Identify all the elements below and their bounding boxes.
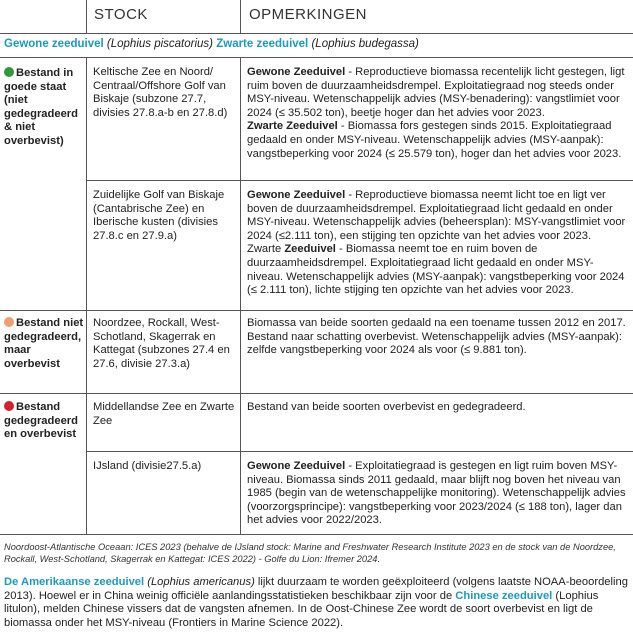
status-degraded: Bestand gedegradeerd en overbevist [4, 401, 78, 441]
divider [240, 0, 241, 33]
species-line [4, 38, 419, 50]
stock-cell-3: Noordzee, Rockall, West-Schotland, Skagerrak en Kattegat (subzones 27.4 en 27.6, divisie 27.3.a) [93, 317, 230, 370]
header-remarks: OPMERKINGEN [249, 6, 368, 23]
divider [86, 0, 87, 33]
divider [0, 57, 633, 58]
species-common-2: Zwarte zeeduivel [216, 38, 309, 50]
stock-cell-1: Keltische Zee en Noord/ Centraal/Offshore Golf van Biskaje (subzone 27.7, divisies 27.8.a-b en 27.8.d) [93, 66, 228, 119]
remarks-cell-1: Gewone Zeeduivel - Reproductieve biomassa recentelijk licht gestegen, ligt ruim boven de duurzaamheidsdrempel. Exploitatiegraad nog steeds onder MSY-niveau. Wetenschappelijk advies (MSY-benadering): vangstlimiet voor 2024 (≤ 35.502 ton), beetje hoger dan het advies voor 2023. Zwarte Zeeduivel - Biomassa fors gestegen sinds 2015. Exploitatiegraad gedaald en onder MSY-niveau. Wetenschappelijk advies (MSY-aanpak): vangstbeperking voor 2024 (≤ 25.579 ton), hoger dan het advies voor 2023. [247, 66, 625, 160]
remarks-cell-4: Bestand van beide soorten overbevist en gedegradeerd. [247, 401, 526, 413]
table-header [0, 0, 633, 34]
stock-cell-2: Zuidelijke Golf van Biskaje (Cantabrische Zee) en Iberische kusten (divisies 27.8.c en 27.9.a) [93, 189, 225, 242]
remarks-cell-2: Gewone Zeeduivel - Reproductieve biomassa neemt licht toe en ligt ver boven de duurzaamheidsdrempel. Exploitatiegraad licht gedaald en onder MSY-niveau. Wetenschappelijk advies (beheersplan): MSY-vangstlimiet voor 2024 (≤2.111 ton), een stijging ten opzichte van het advies voor 2023. Zwarte Zeeduivel - Biomassa neemt toe en ruim boven de duurzaamheidsdrempel. Exploitatiegraad licht gedaald en onder MSY-niveau. Wetenschappelijk advies (MSY-aanpak): vangstbeperking voor 2024 (≤ 2.111 ton), lichte stijging ten opzichte van het advies voor 2023. [247, 189, 626, 297]
divider [86, 451, 633, 452]
stock-cell-4: Middellandse Zee en Zwarte Zee [93, 401, 235, 427]
green-dot-icon [4, 67, 14, 77]
divider [0, 310, 633, 311]
american-species-name: De Amerikaanse zeeduivel [4, 576, 145, 588]
stock-cell-5: IJsland (divisie27.5.a) [93, 460, 202, 472]
remarks-cell-5: Gewone Zeeduivel - Exploitatiegraad is gestegen en ligt ruim boven MSY-niveau. Biomassa sinds 2011 gedaald, maar blijft nog boven het niveau van 1985 (begin van de wetenschappelijke monitoring). Wetenschappelijk advies (voorzorgsprincipe): vangstbeperking voor 2023/2024 (≤ 188 ton), lager dan het advies voor 2022/2023. [247, 460, 626, 527]
red-dot-icon [4, 401, 14, 411]
divider [0, 393, 633, 394]
status-good: Bestand in goede staat (niet gedegradeerd & niet overbevist) [4, 67, 78, 147]
chinese-species-name: Chinese zeeduivel [455, 589, 553, 602]
species-common-1: Gewone zeeduivel [4, 38, 104, 50]
species-latin-1: (Lophius piscatorius) [106, 38, 214, 50]
divider [0, 534, 633, 535]
divider [86, 180, 633, 181]
footnote: Noordoost-Atlantische Oceaan: ICES 2023 (behalve de IJsland stock: Marine and Freshwater Research Institute 2023 en de stock van de Noordzee, Rockall, West-Schotland, Skagerrak en Kattegat: ICES 2022) - Golfe du Lion: Ifremer 2024. [4, 542, 616, 564]
remarks-cell-3: Biomassa van beide soorten gedaald na een toename tussen 2012 en 2017. Bestand naar schatting overbevist. Wetenschappelijk advies (MSY-aanpak): zelfde vangstbeperking voor 2024 als voor (≤ 9.881 ton). [247, 317, 626, 357]
orange-dot-icon [4, 317, 14, 327]
divider [86, 57, 87, 534]
species-latin-2: (Lophius budegassa) [311, 38, 419, 50]
status-not-degraded: Bestand niet gedegradeerd, maar overbevist [4, 317, 84, 370]
bottom-paragraph: De Amerikaanse zeeduivel (Lophius americanus) lijkt duurzaam te worden geëxploiteerd (volgens laatste NOAA-beoordeling 2013). Hoewel er in China weinig officiële aanlandingsstatistieken beschikbaar zijn voor de Chinese zeeduivel (Lophius litulon), melden Chinese vissers dat de vangsten afnemen. In de Oost-Chinese Zee wordt de soort overbevist en ligt de biomassa onder het MSY-niveau (Frontiers in Marine Science 2022). [4, 576, 628, 629]
header-stock: STOCK [94, 6, 148, 23]
